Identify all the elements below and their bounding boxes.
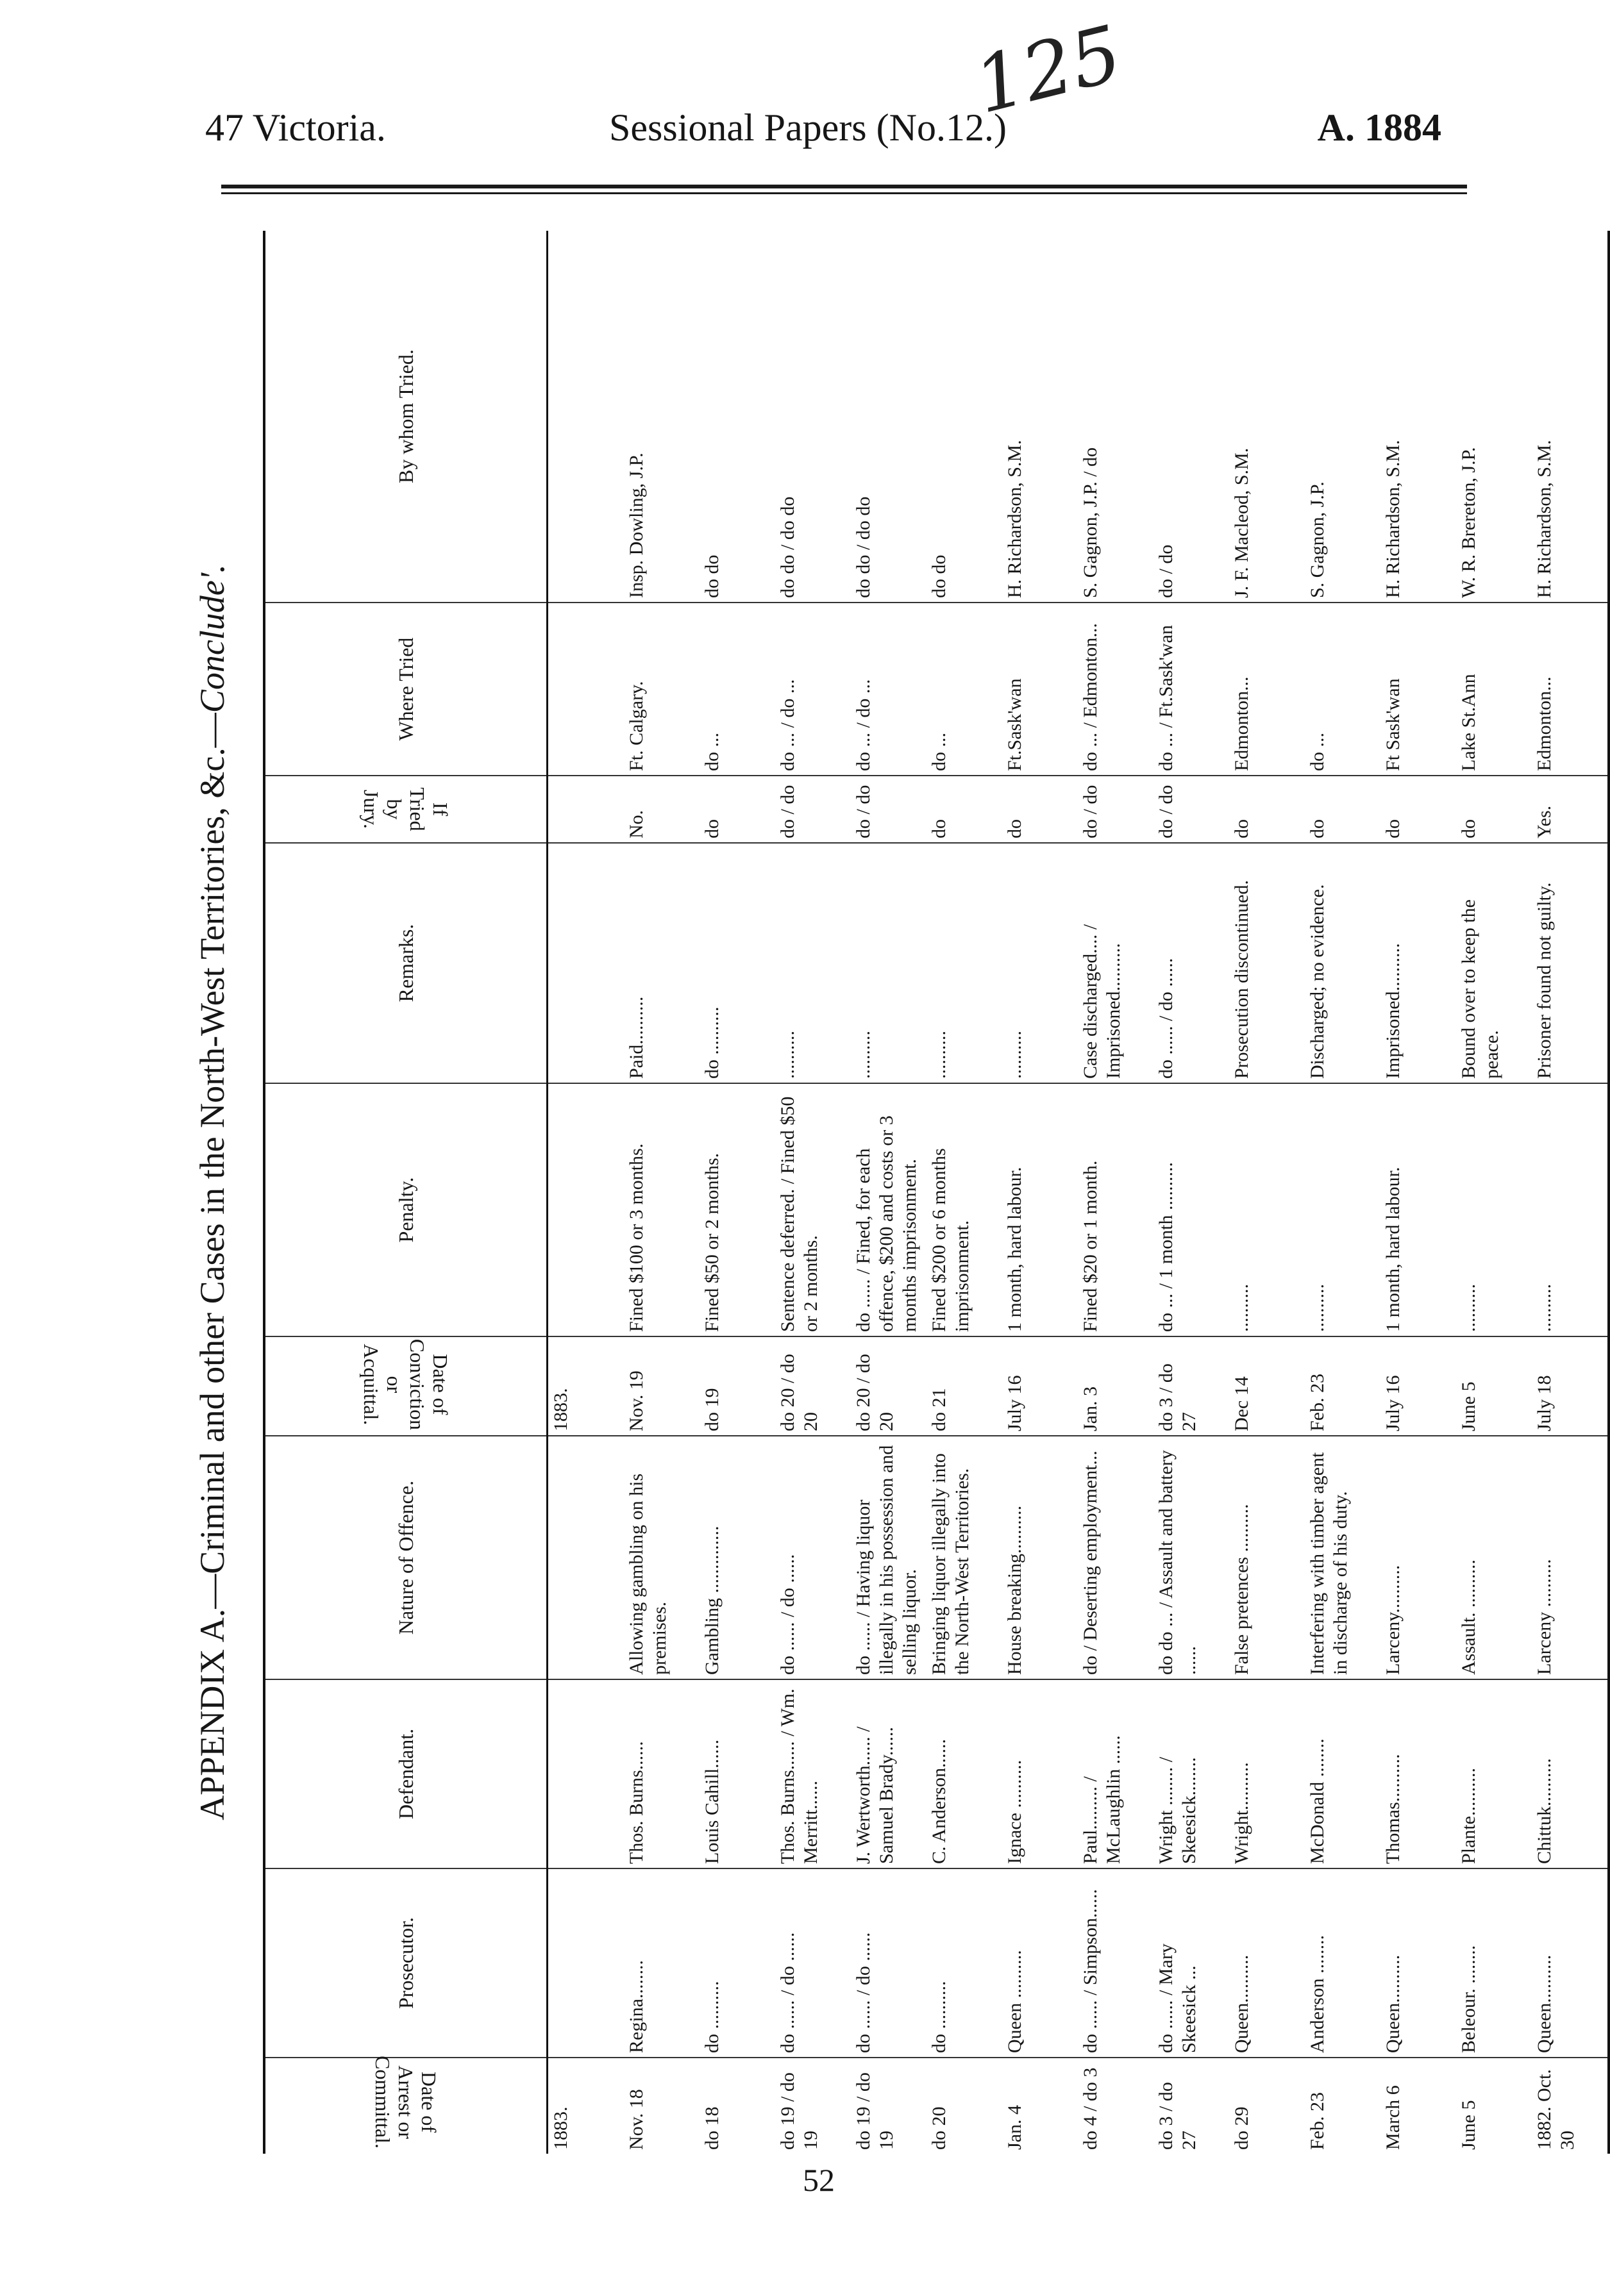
cell-remarks: .......... [1002, 843, 1078, 1083]
cell-defendant: Louis Cahill...... [700, 1679, 775, 1868]
cell-conviction: 1883. [548, 1336, 625, 1436]
column-header-label: By whom Tried. [394, 349, 417, 483]
column-header [264, 1083, 548, 1336]
cell-remarks: .......... [851, 843, 927, 1083]
column-header-label: Defendant. [394, 1728, 417, 1820]
cell-defendant: McDonald ........ [1305, 1679, 1380, 1868]
header-session: 47 Victoria. [205, 106, 386, 149]
cell-remarks: do .......... [700, 843, 775, 1083]
table-row [1305, 231, 1380, 2154]
cell-where: Edmonton... [1229, 603, 1305, 776]
cell-prosecutor [548, 1868, 625, 2058]
cell-by-whom: Insp. Dowling, J.P. [624, 231, 700, 603]
cell-remarks: Discharged; no evidence. [1305, 843, 1380, 1083]
cell-where: Ft.Sask'wan [1002, 603, 1078, 776]
cell-prosecutor: do ...... / Mary Skeesick ... [1153, 1868, 1229, 2058]
column-header-label: Where Tried [394, 637, 417, 741]
cell-conviction: do 19 [700, 1336, 775, 1436]
table-row [548, 231, 625, 2154]
cell-conviction: do 20 / do 20 [851, 1336, 927, 1436]
header-rule-thick [221, 185, 1467, 188]
cell-conviction: Feb. 23 [1305, 1336, 1380, 1436]
cell-offence: do do ... / Assault and battery ...... [1153, 1436, 1229, 1679]
cell-by-whom: H. Richardson, S.M. [1380, 231, 1456, 603]
cell-offence: Bringing liquor illegally into the North-West Territories. [927, 1436, 1002, 1679]
cell-defendant: Paul......... / McLaughlin ...... [1078, 1679, 1153, 1868]
cell-arrest: 1882. Oct. 30 [1532, 2058, 1609, 2154]
column-header-label: Date of Conviction or Acquittal. [360, 1338, 452, 1430]
column-header [264, 843, 548, 1083]
cell-offence: do / Deserting employment... [1078, 1436, 1153, 1679]
cell-by-whom: H. Richardson, S.M. [1002, 231, 1078, 603]
cell-penalty: Fined $20 or 1 month. [1078, 1083, 1153, 1336]
rotated-table-region [192, 231, 1578, 2154]
column-header [264, 776, 548, 843]
cell-jury: No. [624, 776, 700, 843]
cell-by-whom: S. Gagnon, J.P. / do [1078, 231, 1153, 603]
table-header-row [264, 231, 548, 2154]
cell-jury: do / do [1153, 776, 1229, 843]
cell-penalty: Sentence deferred. / Fined $50 or 2 months. [775, 1083, 851, 1336]
table-title-italic: Conclude'. [193, 564, 231, 713]
cell-remarks: .......... [927, 843, 1002, 1083]
cell-penalty: 1 month, hard labour. [1380, 1083, 1456, 1336]
cell-remarks: Bound over to keep the peace. [1456, 843, 1532, 1083]
cell-conviction: July 16 [1002, 1336, 1078, 1436]
cell-offence: False pretences .......... [1229, 1436, 1305, 1679]
cell-arrest: do 4 / do 3 [1080, 2067, 1101, 2150]
cell-penalty: .......... [1456, 1083, 1532, 1336]
cell-conviction: June 5 [1456, 1336, 1532, 1436]
cell-prosecutor: do ...... / do ...... [775, 1868, 851, 2058]
table-row [624, 231, 700, 2154]
cell-where: Edmonton... [1532, 603, 1609, 776]
column-header [264, 1336, 548, 1436]
cell-offence: do ...... / Having liquor illegally in his possession and selling liquor. [851, 1436, 927, 1679]
cell-jury: Yes. [1532, 776, 1609, 843]
cell-where: do ... [700, 603, 775, 776]
table-title-main: APPENDIX A.—Criminal and other Cases in the North-West Territories, &c.— [193, 713, 231, 1820]
cell-prosecutor: Anderson ........ [1305, 1868, 1380, 2058]
cell-conviction: Nov. 19 [624, 1336, 700, 1436]
cell-conviction: do 3 / do 27 [1153, 1336, 1229, 1436]
cell-offence: do ...... / do ...... [775, 1436, 851, 1679]
cell-arrest: do 19 / do 19 [777, 2072, 821, 2150]
cell-offence: Larceny.......... [1380, 1436, 1456, 1679]
cell-penalty: .......... [1532, 1083, 1609, 1336]
cell-offence: Allowing gambling on his premises. [624, 1436, 700, 1679]
table-row [1078, 231, 1153, 2154]
header-sessional-papers: Sessional Papers (No.12.) [609, 106, 1007, 149]
cell-arrest: June 5 [1458, 2100, 1479, 2150]
cell-jury [548, 776, 625, 843]
cell-arrest: do 19 / do 19 [853, 2072, 897, 2150]
cell-by-whom: do do / do do [851, 231, 927, 603]
cell-penalty [548, 1083, 625, 1336]
column-header [264, 603, 548, 776]
table-row [1380, 231, 1456, 2154]
table-row [1456, 231, 1532, 2154]
cell-arrest: do 29 [1231, 2106, 1252, 2150]
cell-arrest: Nov. 18 [626, 2089, 647, 2150]
table-body [548, 231, 1609, 2154]
cell-where: Lake St.Ann [1456, 603, 1532, 776]
cell-defendant: J. Wertworth...... / Samuel Brady...... [851, 1679, 927, 1868]
cell-arrest: Feb. 23 [1307, 2092, 1328, 2150]
page-number: 52 [803, 2162, 835, 2198]
cell-prosecutor: Queen .......... [1002, 1868, 1078, 2058]
cell-prosecutor: Beleour. ........ [1456, 1868, 1532, 2058]
table-row [1002, 231, 1078, 2154]
cell-prosecutor: do .......... [700, 1868, 775, 2058]
cell-arrest: do 20 [928, 2106, 950, 2150]
cell-offence: Gambling .............. [700, 1436, 775, 1679]
cases-table [263, 231, 1610, 2154]
cell-remarks [548, 843, 625, 1083]
cell-defendant: Plante.......... [1456, 1679, 1532, 1868]
cell-arrest: March 6 [1382, 2085, 1404, 2150]
cell-conviction: Jan. 3 [1078, 1336, 1153, 1436]
cell-defendant: Thos. Burns...... [624, 1679, 700, 1868]
cell-where: Ft Sask'wan [1380, 603, 1456, 776]
cell-jury: do / do [775, 776, 851, 843]
table-row [851, 231, 927, 2154]
cell-penalty: do ... / 1 month .......... [1153, 1083, 1229, 1336]
cell-defendant: Thomas.......... [1380, 1679, 1456, 1868]
cell-by-whom: J. F. Macleod, S.M. [1229, 231, 1305, 603]
cell-defendant: C. Anderson...... [927, 1679, 1002, 1868]
cell-where: do ... [1305, 603, 1380, 776]
cell-jury: do [1002, 776, 1078, 843]
cell-remarks: Paid.......... [624, 843, 700, 1083]
table-row [700, 231, 775, 2154]
cell-prosecutor: Queen.......... [1380, 1868, 1456, 2058]
cell-penalty: Fined $200 or 6 months imprisonment. [927, 1083, 1002, 1336]
cell-offence: House breaking.......... [1002, 1436, 1078, 1679]
cell-arrest: Jan. 4 [1004, 2105, 1025, 2150]
column-header-label: Prosecutor. [394, 1917, 417, 2009]
cell-prosecutor: do ...... / Simpson...... [1078, 1868, 1153, 2058]
cell-conviction: Dec 14 [1229, 1336, 1305, 1436]
column-header-label: Remarks. [394, 924, 417, 1002]
cell-conviction: July 18 [1532, 1336, 1609, 1436]
cell-arrest: do 18 [701, 2106, 723, 2150]
cell-penalty: .......... [1305, 1083, 1380, 1336]
cell-jury: do [1305, 776, 1380, 843]
cell-prosecutor: do ...... / do ...... [851, 1868, 927, 2058]
cell-remarks: Prisoner found not guilty. [1532, 843, 1609, 1083]
cell-prosecutor: do .......... [927, 1868, 1002, 2058]
cell-arrest: do 3 / do 27 [1155, 2082, 1200, 2150]
cell-defendant: Wright ........ / Skeesick........ [1153, 1679, 1229, 1868]
column-header-label: If Tried by Jury. [360, 787, 452, 831]
cell-by-whom: W. R. Brereton, J.P. [1456, 231, 1532, 603]
cell-penalty: do ...... / Fined, for each offence, $200 and costs or 3 months imprisonment. [851, 1083, 927, 1336]
cell-prosecutor: Queen.......... [1229, 1868, 1305, 2058]
table-row [1229, 231, 1305, 2154]
cell-offence: Larceny .......... [1532, 1436, 1609, 1679]
cell-jury: do [1380, 776, 1456, 843]
column-header-label: Date of Arrest or Committal. [371, 2056, 440, 2149]
cell-penalty: Fined $100 or 3 months. [624, 1083, 700, 1336]
column-header [264, 1679, 548, 1868]
cell-conviction: do 21 [927, 1336, 1002, 1436]
cell-jury: do / do [851, 776, 927, 843]
cell-jury: do / do [1078, 776, 1153, 843]
cell-prosecutor: Queen.......... [1532, 1868, 1609, 2058]
column-header [264, 1436, 548, 1679]
cell-jury: do [1229, 776, 1305, 843]
cell-penalty: .......... [1229, 1083, 1305, 1336]
cell-by-whom: do do / do do [775, 231, 851, 603]
cell-offence [548, 1436, 625, 1679]
cell-where: do ... / do ... [851, 603, 927, 776]
cell-penalty: 1 month, hard labour. [1002, 1083, 1078, 1336]
handwritten-page-stamp: 125 [966, 9, 1130, 131]
header-rule-thin [221, 192, 1467, 194]
cell-defendant: Wright.......... [1229, 1679, 1305, 1868]
cell-jury: do [1456, 776, 1532, 843]
cell-conviction: July 16 [1380, 1336, 1456, 1436]
cell-by-whom: do / do [1153, 231, 1229, 603]
cell-where: do ... / do ... [775, 603, 851, 776]
cell-remarks: .......... [775, 843, 851, 1083]
table-row [927, 231, 1002, 2154]
cell-where: do ... / Edmonton... [1078, 603, 1153, 776]
column-header [264, 2058, 548, 2154]
cell-remarks: Prosecution discontinued. [1229, 843, 1305, 1083]
cell-by-whom: H. Richardson, S.M. [1532, 231, 1609, 603]
table-row [775, 231, 851, 2154]
table-row [1532, 231, 1609, 2154]
cell-where: do ... [927, 603, 1002, 776]
cell-by-whom: S. Gagnon, J.P. [1305, 231, 1380, 603]
cell-defendant [548, 1679, 625, 1868]
table-title [192, 231, 232, 2154]
cell-by-whom: do do [700, 231, 775, 603]
cell-offence: Assault. .......... [1456, 1436, 1532, 1679]
column-header-label: Nature of Offence. [394, 1480, 417, 1635]
cell-by-whom [548, 231, 625, 603]
table-row [1153, 231, 1229, 2154]
cell-defendant: Thos. Burns...... / Wm. Merritt...... [775, 1679, 851, 1868]
cell-where: do ... / Ft.Sask'wan [1153, 603, 1229, 776]
cell-by-whom: do do [927, 231, 1002, 603]
column-header-label: Penalty. [394, 1177, 417, 1243]
cell-penalty: Fined $50 or 2 months. [700, 1083, 775, 1336]
cell-remarks: do ...... / do ...... [1153, 843, 1229, 1083]
cell-remarks: Imprisoned.......... [1380, 843, 1456, 1083]
column-header [264, 231, 548, 603]
header-year: A. 1884 [1317, 106, 1441, 149]
cell-defendant: Ignace .......... [1002, 1679, 1078, 1868]
cell-conviction: do 20 / do 20 [775, 1336, 851, 1436]
cell-where: Ft. Calgary. [624, 603, 700, 776]
cell-defendant: Chittuk.......... [1532, 1679, 1609, 1868]
cell-jury: do [700, 776, 775, 843]
cell-where [548, 603, 625, 776]
cell-remarks: Case discharged.... / Imprisoned.......... [1078, 843, 1153, 1083]
column-header [264, 1868, 548, 2058]
cell-jury: do [927, 776, 1002, 843]
cell-offence: Interfering with timber agent in discharge of his duty. [1305, 1436, 1380, 1679]
cell-arrest: 1883. [550, 2106, 571, 2150]
cell-prosecutor: Regina........ [624, 1868, 700, 2058]
